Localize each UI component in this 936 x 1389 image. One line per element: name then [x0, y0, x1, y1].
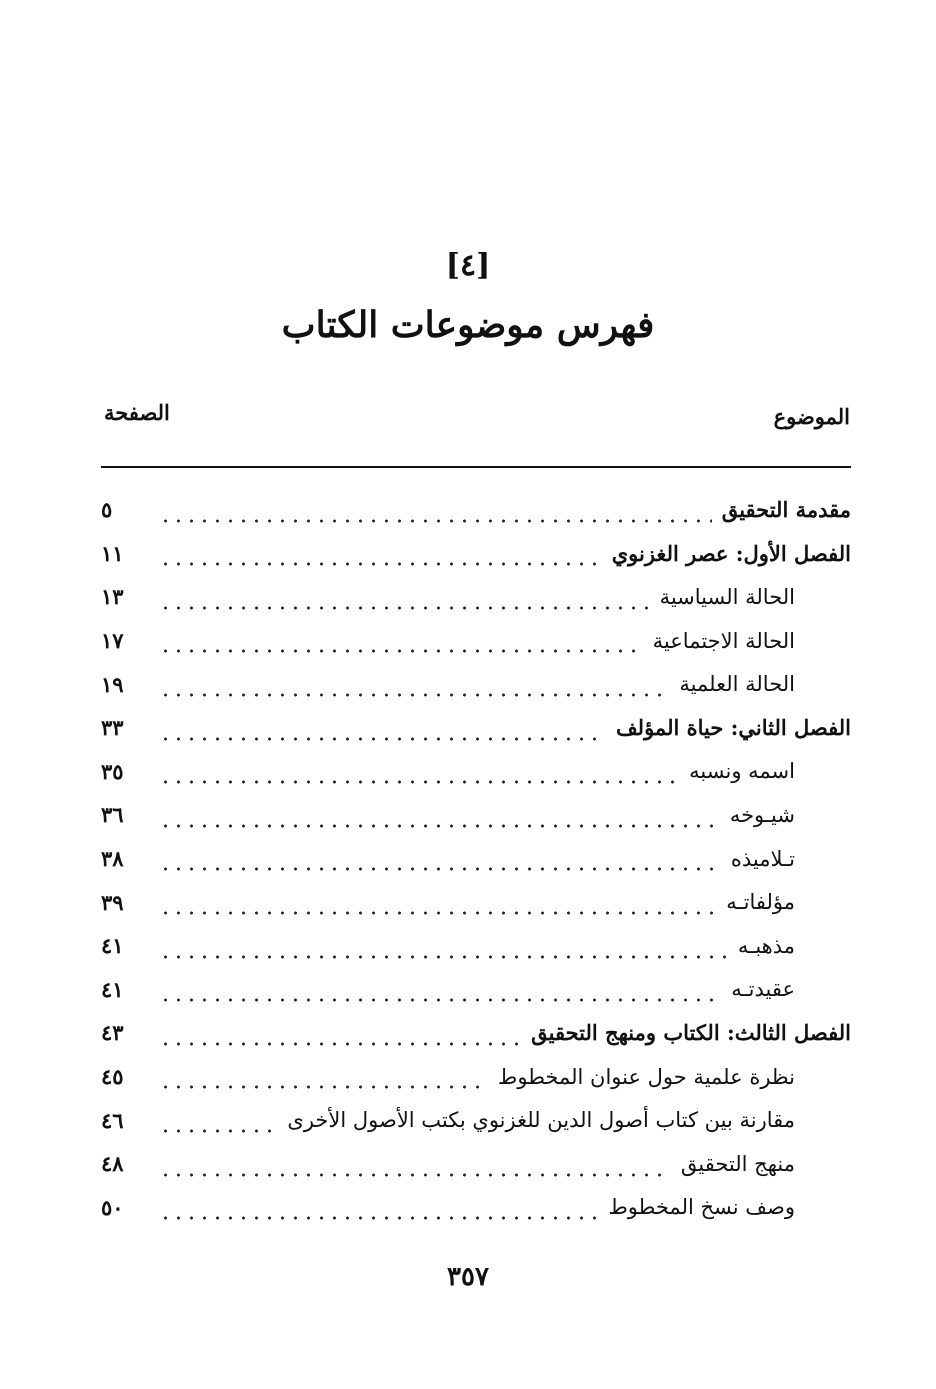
toc-entry-title: تـلاميذه: [730, 846, 795, 871]
dot-leader: [159, 1069, 488, 1090]
toc-entry[interactable]: [101, 924, 851, 968]
toc-entry[interactable]: [101, 1142, 851, 1186]
dot-leader: [159, 503, 712, 524]
toc-entry-page: ١٣: [101, 584, 124, 610]
header-divider: [101, 466, 851, 468]
dot-leader: [159, 1026, 521, 1047]
toc-entry[interactable]: [101, 488, 851, 532]
toc-entry-page: ٤١: [101, 933, 124, 959]
dot-leader: [159, 721, 606, 742]
toc-entry[interactable]: [101, 575, 851, 619]
toc-entry-title: الحالة العلمية: [679, 672, 795, 697]
dot-leader: [159, 677, 669, 698]
toc-entry-page: ١١: [101, 540, 124, 566]
toc-entry-title: الحالة الاجتماعية: [652, 628, 795, 653]
dot-leader: [159, 1200, 598, 1221]
toc-entry[interactable]: [101, 750, 851, 794]
column-header-topic: الموضوع: [773, 404, 850, 429]
toc-entry-title: عقيدتـه: [731, 977, 795, 1002]
toc-entry-page: ٥: [101, 497, 113, 523]
toc-entry-page: ٣٦: [101, 802, 124, 828]
toc-entry-page: ٣٥: [101, 758, 124, 784]
toc-entry-page: ٤٥: [101, 1064, 124, 1090]
dot-leader: [159, 764, 679, 785]
toc-entry[interactable]: [101, 1011, 851, 1055]
toc-entry-title: مذهبـه: [737, 933, 795, 958]
toc-entry-title: نظرة علمية حول عنوان المخطوط: [497, 1064, 795, 1089]
dot-leader: [159, 982, 721, 1003]
toc-entry-title: الحالة السياسية: [659, 584, 795, 609]
toc-entry-title: مؤلفاتـه: [726, 890, 795, 915]
dot-leader: [159, 633, 643, 654]
toc-entry-title: مقدمة التحقيق: [721, 497, 851, 523]
dot-leader: [159, 1157, 671, 1178]
toc-entry-page: ٣٣: [101, 715, 124, 741]
toc-entry[interactable]: [101, 793, 851, 837]
toc-entry-title: الفصل الثالث: الكتاب ومنهج التحقيق: [531, 1020, 851, 1046]
toc-entry[interactable]: [101, 880, 851, 924]
toc-entry[interactable]: [101, 662, 851, 706]
toc-entry[interactable]: [101, 532, 851, 576]
toc-entry-page: ٣٩: [101, 889, 124, 915]
toc-entry[interactable]: [101, 619, 851, 663]
toc-entry[interactable]: [101, 837, 851, 881]
toc-entry[interactable]: [101, 1186, 851, 1230]
page-title: فهرس موضوعات الكتاب: [281, 304, 655, 346]
column-header-page: الصفحة: [104, 400, 170, 425]
toc-entry[interactable]: [101, 1055, 851, 1099]
toc-entry[interactable]: [101, 968, 851, 1012]
toc-entry-page: ٣٨: [101, 846, 124, 872]
toc-entry-page: ١٩: [101, 671, 124, 697]
toc-entry-page: ١٧: [101, 628, 124, 654]
section-number: [٤]: [445, 248, 491, 283]
toc-entry-page: ٤١: [101, 976, 124, 1002]
dot-leader: [159, 808, 720, 829]
page-number: ٣٥٧: [447, 1262, 489, 1292]
toc-entry-page: ٤٨: [101, 1151, 124, 1177]
toc-entry-page: ٤٣: [101, 1020, 124, 1046]
toc-entry[interactable]: [101, 1098, 851, 1142]
dot-leader: [159, 895, 716, 916]
toc-entry-page: ٤٦: [101, 1107, 124, 1133]
toc-entry-title: شيـوخه: [729, 802, 795, 827]
dot-leader: [159, 1113, 277, 1134]
toc-entry-page: ٥٠: [101, 1194, 124, 1220]
toc-entry-title: مقارنة بين كتاب أصول الدين للغزنوي بكتب الأصول الأخرى: [287, 1108, 795, 1133]
dot-leader: [159, 939, 728, 960]
table-of-contents: [101, 488, 851, 1229]
toc-entry-title: منهج التحقيق: [680, 1151, 795, 1176]
toc-entry[interactable]: [101, 706, 851, 750]
dot-leader: [159, 546, 602, 567]
toc-entry-title: وصف نسخ المخطوط: [608, 1195, 795, 1220]
dot-leader: [159, 590, 650, 611]
toc-entry-title: الفصل الثاني: حياة المؤلف: [615, 715, 851, 741]
dot-leader: [159, 851, 721, 872]
toc-entry-title: الفصل الأول: عصر الغزنوي: [611, 540, 851, 566]
toc-entry-title: اسمه ونسبه: [689, 759, 795, 784]
